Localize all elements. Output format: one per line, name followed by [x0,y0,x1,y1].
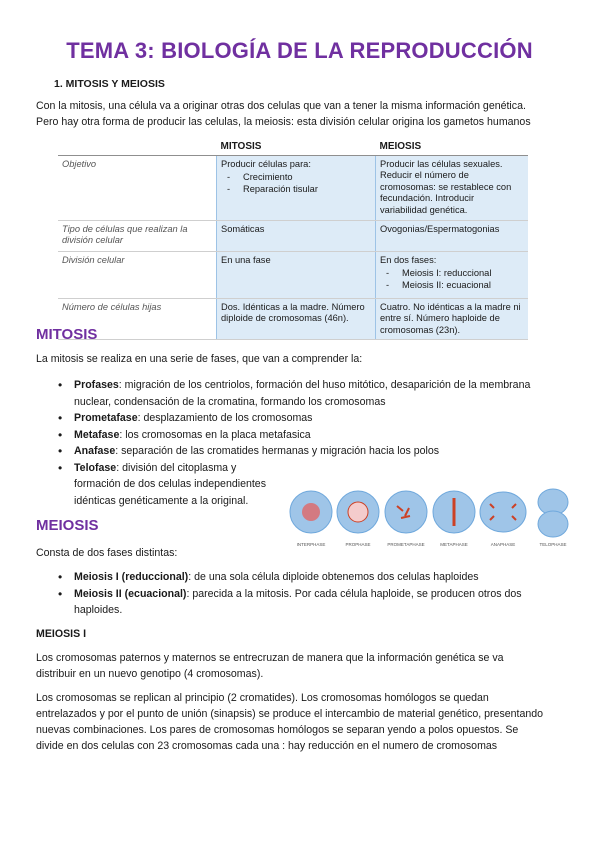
table-cell [217,155,376,220]
list-item [36,586,536,619]
figure-label-interphase: INTERPHASE [296,542,326,547]
figure-label-prophase: PROPHASE [345,542,371,547]
phase-name: Metafase [74,428,120,441]
phase-text: : migración de los centriolos, formación del huso mitótico, desaparición de la membrana nuclear, condensación de la cromatina, formando los cromosomas [74,379,531,408]
table-cell: En una fase [217,251,376,298]
list-item [36,460,272,510]
meiosis-i-paragraph-1: Los cromosomas paternos y maternos se entrecruzan de manera que la información genética se va distribuir en un nuevo genotipo (4 cromosomas). [36,652,504,680]
table-cell [376,251,529,298]
phase-text: : separación de las cromatides hermanas y migración hacia los polos [115,445,440,457]
table-row [58,220,528,251]
mitosis-heading: MITOSIS [36,326,98,343]
figure-label-telophase: TELOPHASE [539,542,567,547]
phase-name: Anafase [74,445,116,457]
figure-label-prometaphase: PROMETAPHASE [387,542,425,547]
meiosis-i-paragraph-2: Los cromosomas se replican al principio (2 cromatides). Los cromosomas homólogos se quedan entrelazados y por el punto de unión (sinapsis) se produce el intercambio de material genético, presentando nuevas combinaciones. Los pares de cromosomas homólogos se separan yendo a polos opuestos. Se divide en dos celulas con 23 cromosomas cada una : hay reducción en el numero de cromosomas [36,692,544,752]
phase-name: Telofase [74,461,117,474]
table-cell: Somáticas [217,220,376,251]
table-row [58,155,528,220]
list-item [36,569,536,586]
table-cell [376,155,529,220]
cell-text: Producir células para: [221,158,311,169]
sub-list [221,172,371,195]
cell-text: En dos fases: [380,254,437,265]
meiosis-phase-list [36,569,536,619]
cell-text: Reducir el número de [380,170,469,180]
figure-label-anaphase: ANAPHASE [490,542,516,547]
prometaphase-cell [385,491,427,533]
table-header-empty [58,139,217,155]
phase-name: Prometafase [74,412,138,424]
list-item [36,377,536,410]
phase-name: Profases [74,379,119,391]
page-title: TEMA 3: BIOLOGÍA DE LA REPRODUCCIÓN [66,38,533,63]
list-item: - Reparación tisular [221,184,371,196]
list-item: - Crecimiento [221,172,371,184]
cell-text: Producir las células sexuales. [380,158,503,169]
phase-name: Meiosis II (ecuacional) [74,587,187,600]
meiosis-intro: Consta de dos fases distintas: [36,547,178,559]
cell-text: variabilidad genética. [380,204,468,215]
table-cell: Dos. Idénticas a la madre. Número diploide de cromosomas (46n). [217,298,376,340]
phase-text: : división del citoplasma y formación de dos celulas independientes idénticas genéticamente a la original. [74,461,266,507]
metaphase-cell [433,491,475,533]
phase-name: Meiosis I (reduccional) [74,571,189,583]
list-item: - Meiosis I: reduccional [380,268,524,280]
list-item: - Meiosis II: ecuacional [380,280,524,292]
row-label: Objetivo [58,155,217,220]
table-cell: Cuatro. No idénticas a la madre ni entre sí. Número haploide de cromosomas (23n). [376,298,529,340]
meiosis-i-heading: MEIOSIS I [36,628,87,640]
table-header-row [58,139,528,155]
table-header-mitosis: MITOSIS [217,139,376,155]
sub-list [380,268,524,291]
list-item [36,410,536,427]
table-row [58,251,528,298]
table-cell: Ovogonias/Espermatogonias [376,220,529,251]
section-heading-mitosis-meiosis: 1. MITOSIS Y MEIOSIS [54,78,165,90]
cell-text: fecundación. Introducir [380,193,475,203]
telophase-cell [538,489,568,537]
interphase-cell [290,491,332,533]
phase-text: : los cromosomas en la placa metafasica [119,428,311,441]
row-label: Número de células hijas [58,298,217,340]
cell-text: cromosomas: se restablece con [380,181,512,192]
prophase-cell [337,491,379,533]
mitosis-phases-figure [289,462,579,554]
comparison-table [58,139,528,340]
row-label: Tipo de células que realizan la división celular [58,220,217,251]
intro-line-2: Pero hay otra forma de producir las celulas, la meiosis: esta división celular origina los gametos humanos [36,116,531,128]
list-item [36,443,536,460]
table-header-meiosis: MEIOSIS [376,139,529,155]
phase-text: : de una sola célula diploide obtenemos dos celulas haploides [188,571,479,583]
phase-text: : parecida a la mitosis. Por cada célula haploide, se producen otros dos haploides. [74,587,522,616]
row-label: División celular [58,251,217,298]
mitosis-intro: La mitosis se realiza en una serie de fases, que van a comprender la: [36,353,363,365]
intro-line-1: Con la mitosis, una célula va a originar otras dos celulas que van a tener la misma información genética. [36,100,526,112]
table-row [58,298,528,340]
anaphase-cell [480,492,526,532]
phase-text: : desplazamiento de los cromosomas [137,412,313,424]
figure-label-metaphase: METAPHASE [440,542,468,547]
list-item [36,427,536,444]
meiosis-heading: MEIOSIS [36,517,99,534]
